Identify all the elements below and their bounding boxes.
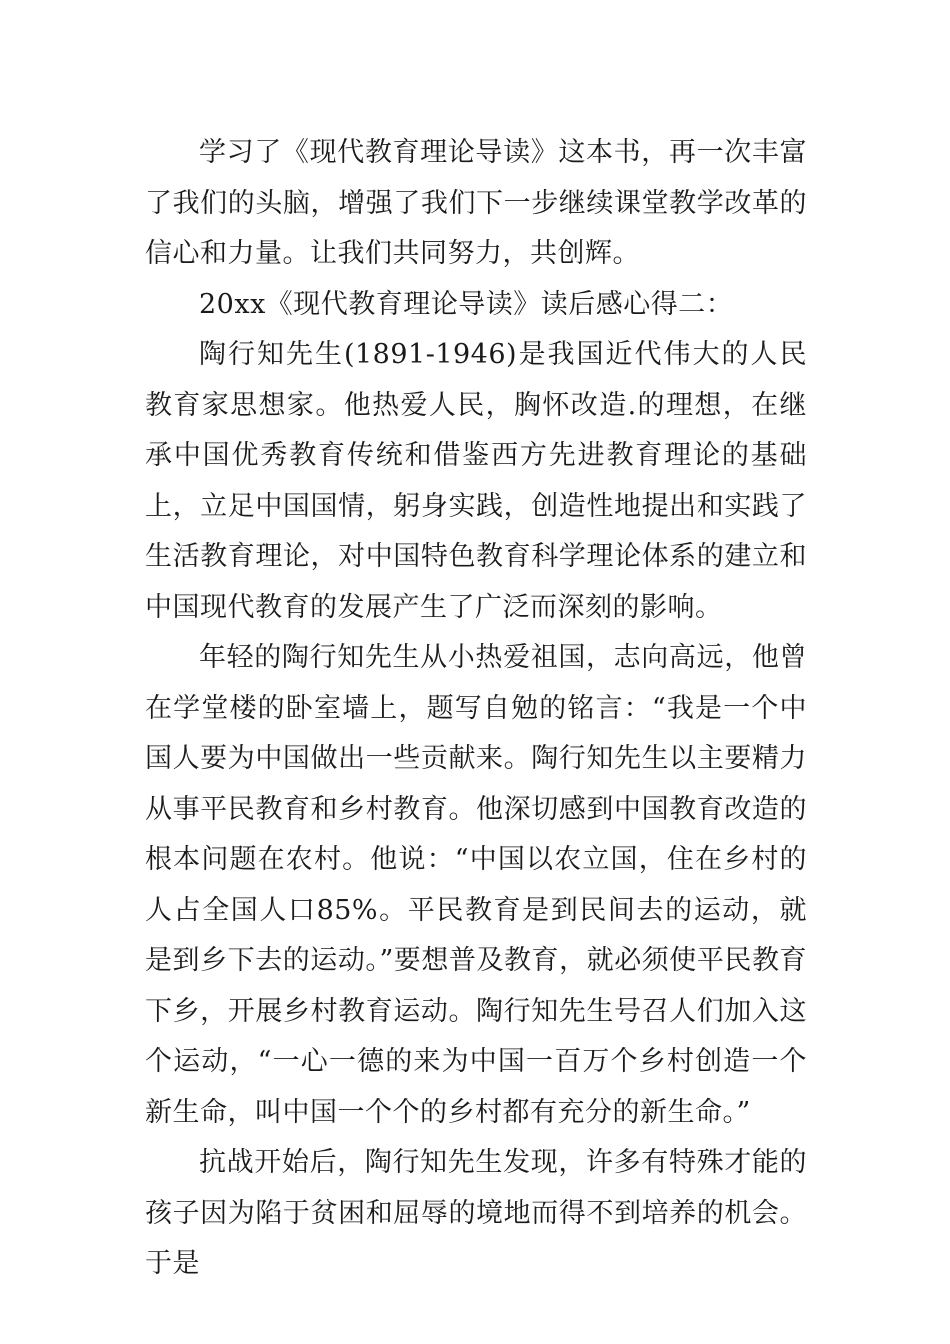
paragraph-rural-education: 年轻的陶行知先生从小热爱祖国，志向高远，他曾在学堂楼的卧室墙上，题写自勉的铭言：“我是一个中国人要为中国做出一些贡献来。陶行知先生以主要精力从事平民教育和乡村教育。他深切感到中国教育改造的根本问题在农村。他说：“中国以农立国，住在乡村的人占全国人口85%。平民教育是到民间去的运动，就是到乡下去的运动。”要想普及教育，就必须使平民教育下乡，开展乡村教育运动。陶行知先生号召人们加入这个运动，“一心一德的来为中国一百万个乡村创造一个新生命，叫中国一个个的乡村都有充分的新生命。”: [145, 642, 807, 1128]
document-body: [145, 128, 807, 1290]
paragraph-war-period: 抗战开始后，陶行知先生发现，许多有特殊才能的孩子因为陷于贫困和屈辱的境地而得不到培养的机会。于是: [145, 1147, 807, 1279]
section-heading: 20xx《现代教育理论导读》读后感心得二：: [199, 288, 734, 320]
paragraph-conclusion: 学习了《现代教育理论导读》这本书，再一次丰富了我们的头脑，增强了我们下一步继续课堂教学改革的信心和力量。让我们共同努力，共创辉。: [145, 137, 807, 269]
paragraph-intro-tao: 陶行知先生(1891-1946)是我国近代伟大的人民教育家思想家。他热爱人民，胸怀改造.的理想，在继承中国优秀教育传统和借鉴西方先进教育理论的基础上，立足中国国情，躬身实践，创造性地提出和实践了生活教育理论，对中国特色教育科学理论体系的建立和中国现代教育的发展产生了广泛而深刻的影响。: [145, 339, 807, 623]
